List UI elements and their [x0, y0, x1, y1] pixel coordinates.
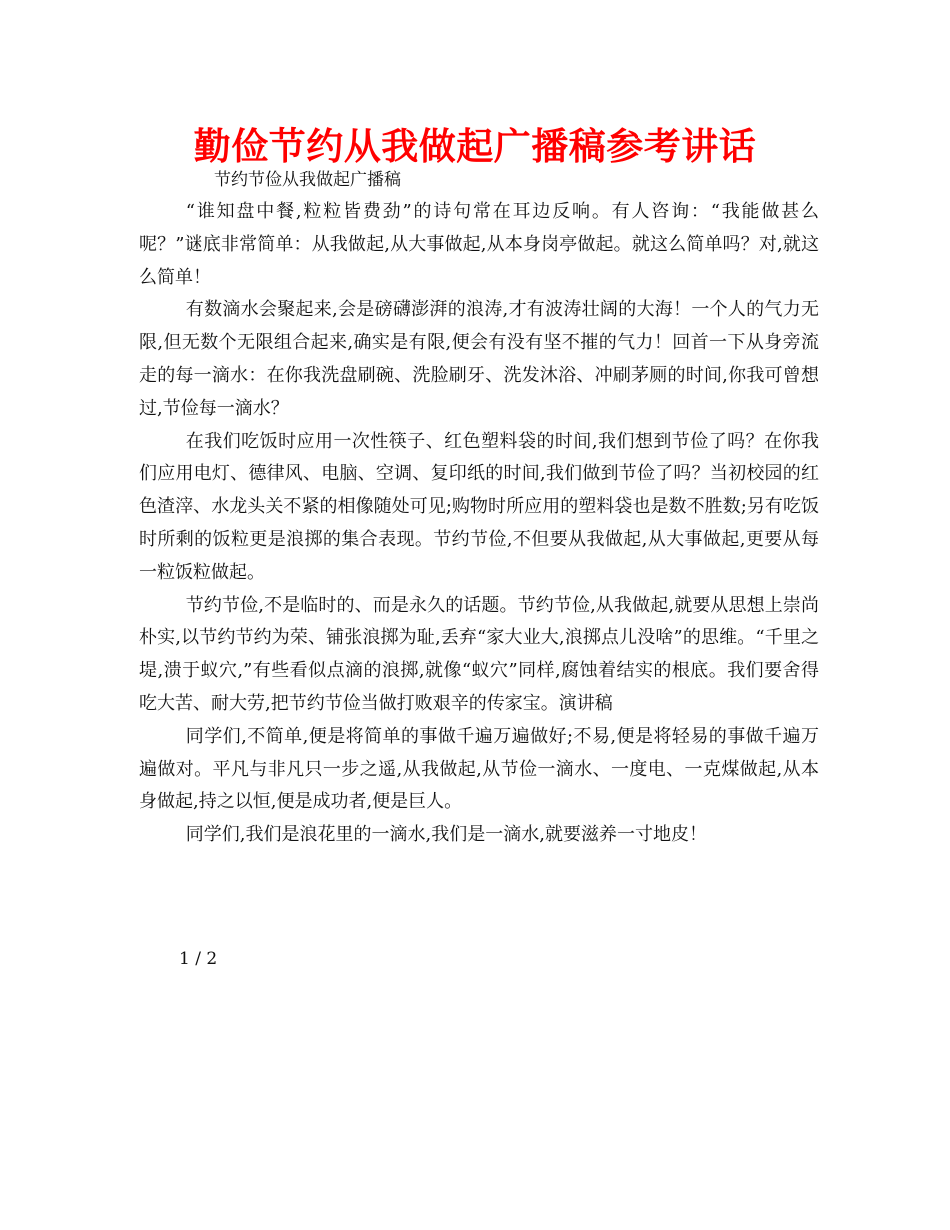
paragraph: 同学们,我们是浪花里的一滴水,我们是一滴水,就要滋养一寸地皮！ [185, 824, 707, 846]
paragraph: 在我们吃饭时应用一次性筷子、红色塑料袋的时间,我们想到节俭了吗？在你我们应用电灯、德律风、电脑、空调、复印纸的时间,我们做到节俭了吗？当初校园的红色渣滓、水龙头关不紧的相像随处可见;购物时所应用的塑料袋也是数不胜数;另有吃饭时所剩的饭粒更是浪掷的集合表现。节约节俭,不但要从我做起,从大事做起,更要从每一粒饭粒做起。 [139, 430, 819, 583]
document-subtitle: 节约节俭从我做起广播稿 [214, 170, 401, 190]
paragraph: 节约节俭,不是临时的、而是永久的话题。节约节俭,从我做起,就要从思想上崇尚朴实,以节约节约为荣、铺张浪掷为耻,丢弃“家大业大,浪掷点儿没啥”的思维。“千里之堤,溃于蚁穴,”有些看似点滴的浪掷,就像“蚁穴”同样,腐蚀着结实的根底。我们要舍得吃大苦、耐大劳,把节约节俭当做打败艰辛的传家宝。演讲稿 [139, 594, 819, 714]
paragraph: 有数滴水会聚起来,会是磅礴澎湃的浪涛,才有波涛壮阔的大海！一个人的气力无限,但无数个无限组合起来,确实是有限,便会有没有坚不摧的气力！回首一下从身旁流走的每一滴水：在你我洗盘刷碗、洗脸刷牙、洗发沐浴、冲刷茅厕的时间,你我可曾想过,节俭每一滴水？ [139, 299, 819, 419]
document-title: 勤俭节约从我做起广播稿参考讲话 [193, 124, 757, 168]
paragraph: 同学们,不简单,便是将简单的事做千遍万遍做好;不易,便是将轻易的事做千遍万遍做对。平凡与非凡只一步之遥,从我做起,从节俭一滴水、一度电、一克煤做起,从本身做起,持之以恒,便是成功者,便是巨人。 [139, 725, 819, 813]
page-number: 1 / 2 [179, 949, 218, 969]
paragraph: “谁知盘中餐,粒粒皆费劲”的诗句常在耳边反响。有人咨询：“我能做甚么呢？”谜底非常简单：从我做起,从大事做起,从本身岗亭做起。就这么简单吗？对,就这么简单！ [139, 201, 819, 288]
document-body [139, 196, 819, 852]
